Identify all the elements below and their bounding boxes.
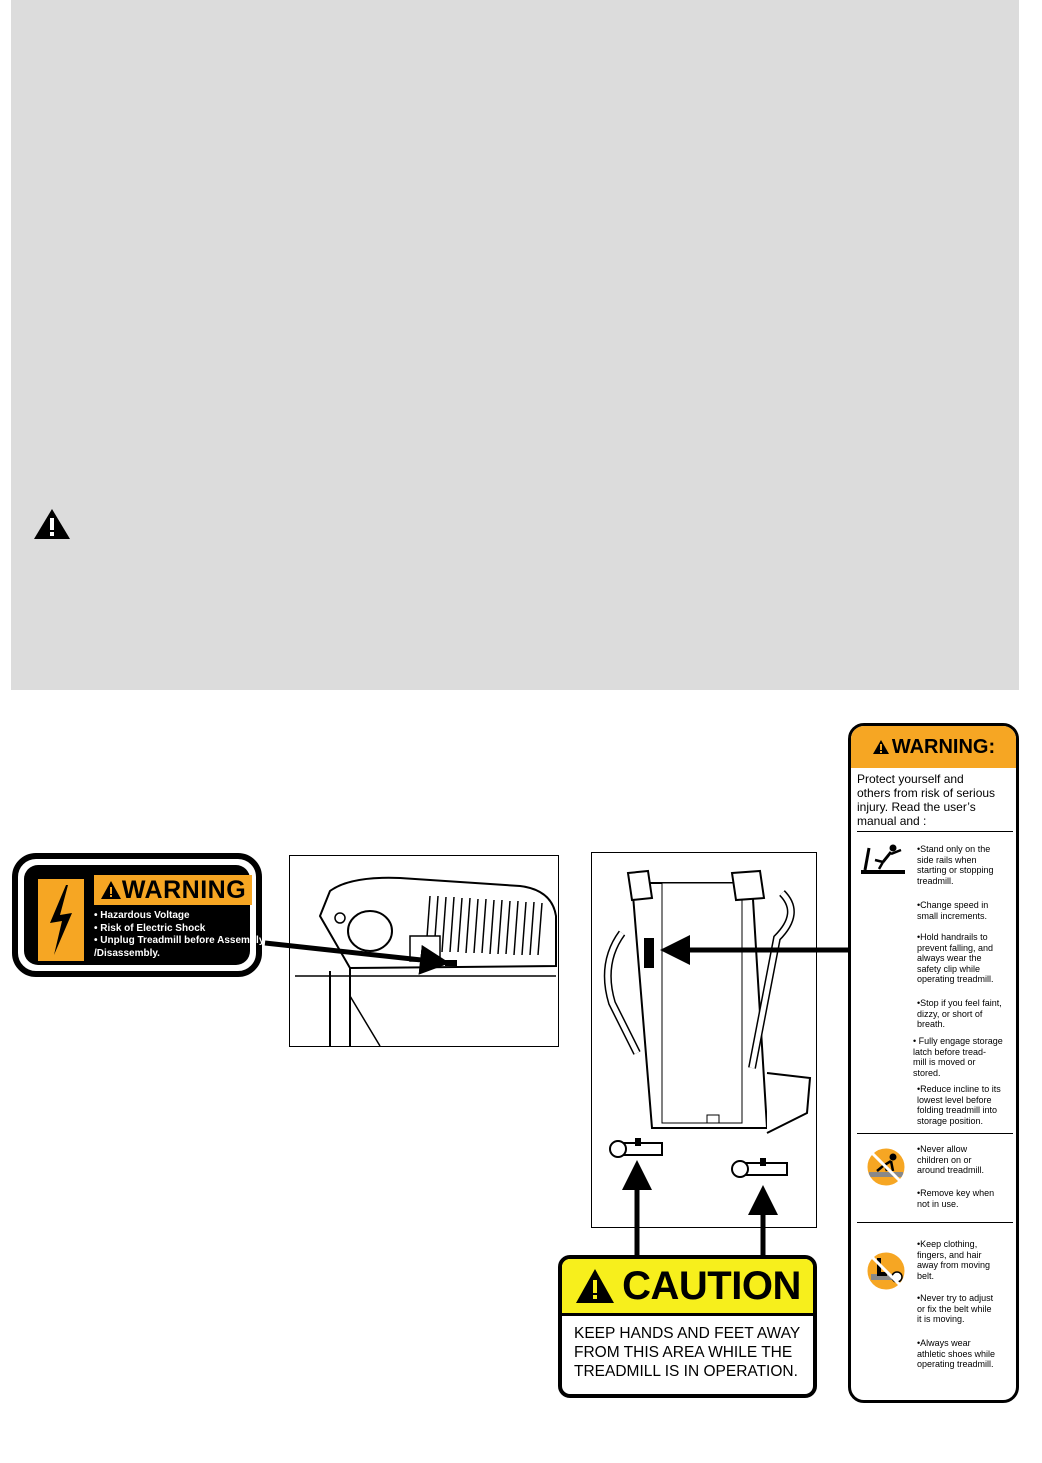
- warning-intro: Protect yourself and others from risk of serious injury. Read the user’s manual and :: [857, 772, 996, 828]
- warning-item: •Change speed in small increments.: [917, 900, 989, 921]
- warning-decal-heading: WARNING:: [851, 726, 1016, 768]
- warning-item: •Hold handrails to prevent falling, and always wear the safety clip while operating treadmill.: [917, 932, 994, 984]
- lightning-bolt-icon: [38, 879, 84, 961]
- electrical-warning-line: /Disassembly.: [94, 947, 160, 959]
- warning-item: •Never allow children on or around treadmill.: [917, 1144, 985, 1175]
- electrical-warning-lines: [94, 910, 265, 960]
- fall-hazard-icon: [859, 842, 907, 876]
- warning-item: •Reduce incline to its lowest level before folding treadmill into storage position.: [917, 1084, 1001, 1126]
- motor-hood-drawing: [290, 856, 558, 1046]
- divider: [857, 831, 1013, 832]
- warning-triangle-icon: [872, 739, 890, 755]
- divider: [857, 1222, 1013, 1223]
- caution-label: [558, 1255, 817, 1398]
- electrical-warning-label: [12, 853, 265, 977]
- warning-decal-panel: [848, 723, 1019, 1403]
- folded-treadmill-drawing: [592, 853, 816, 1227]
- warning-item: •Always wear athletic shoes while operating treadmill.: [917, 1338, 996, 1369]
- electrical-warning-line: • Risk of Electric Shock: [94, 922, 206, 934]
- notice-panel: [11, 0, 1019, 690]
- warning-triangle-icon: [100, 880, 122, 900]
- divider: [857, 1133, 1013, 1134]
- motor-hood-illustration: [289, 855, 559, 1047]
- electrical-warning-line: • Hazardous Voltage: [94, 910, 190, 921]
- caution-heading: CAUTION: [562, 1259, 813, 1316]
- folded-treadmill-illustration: [591, 852, 817, 1228]
- warning-item: •Stop if you feel faint, dizzy, or short of breath.: [917, 998, 1002, 1029]
- no-children-icon: [863, 1144, 909, 1190]
- warning-item: • Fully engage storage latch before tread- mill is moved or stored.: [913, 1036, 1003, 1078]
- warning-item: •Never try to adjust or fix the belt while it is moving.: [917, 1293, 994, 1324]
- electrical-warning-line: • Unplug Treadmill before Assembly: [94, 935, 265, 946]
- warning-item: •Remove key when not in use.: [917, 1188, 995, 1209]
- no-hands-belt-icon: [863, 1248, 909, 1294]
- warning-item: •Stand only on the side rails when starting or stopping treadmill.: [917, 844, 994, 886]
- warning-triangle-icon: [32, 507, 72, 541]
- electrical-warning-heading: WARNING: [94, 875, 252, 905]
- caution-text: KEEP HANDS AND FEET AWAY FROM THIS AREA WHILE THE TREADMILL IS IN OPERATION.: [574, 1325, 801, 1380]
- warning-item: •Keep clothing, fingers, and hair away from moving belt.: [917, 1239, 991, 1281]
- warning-triangle-icon: [574, 1267, 616, 1305]
